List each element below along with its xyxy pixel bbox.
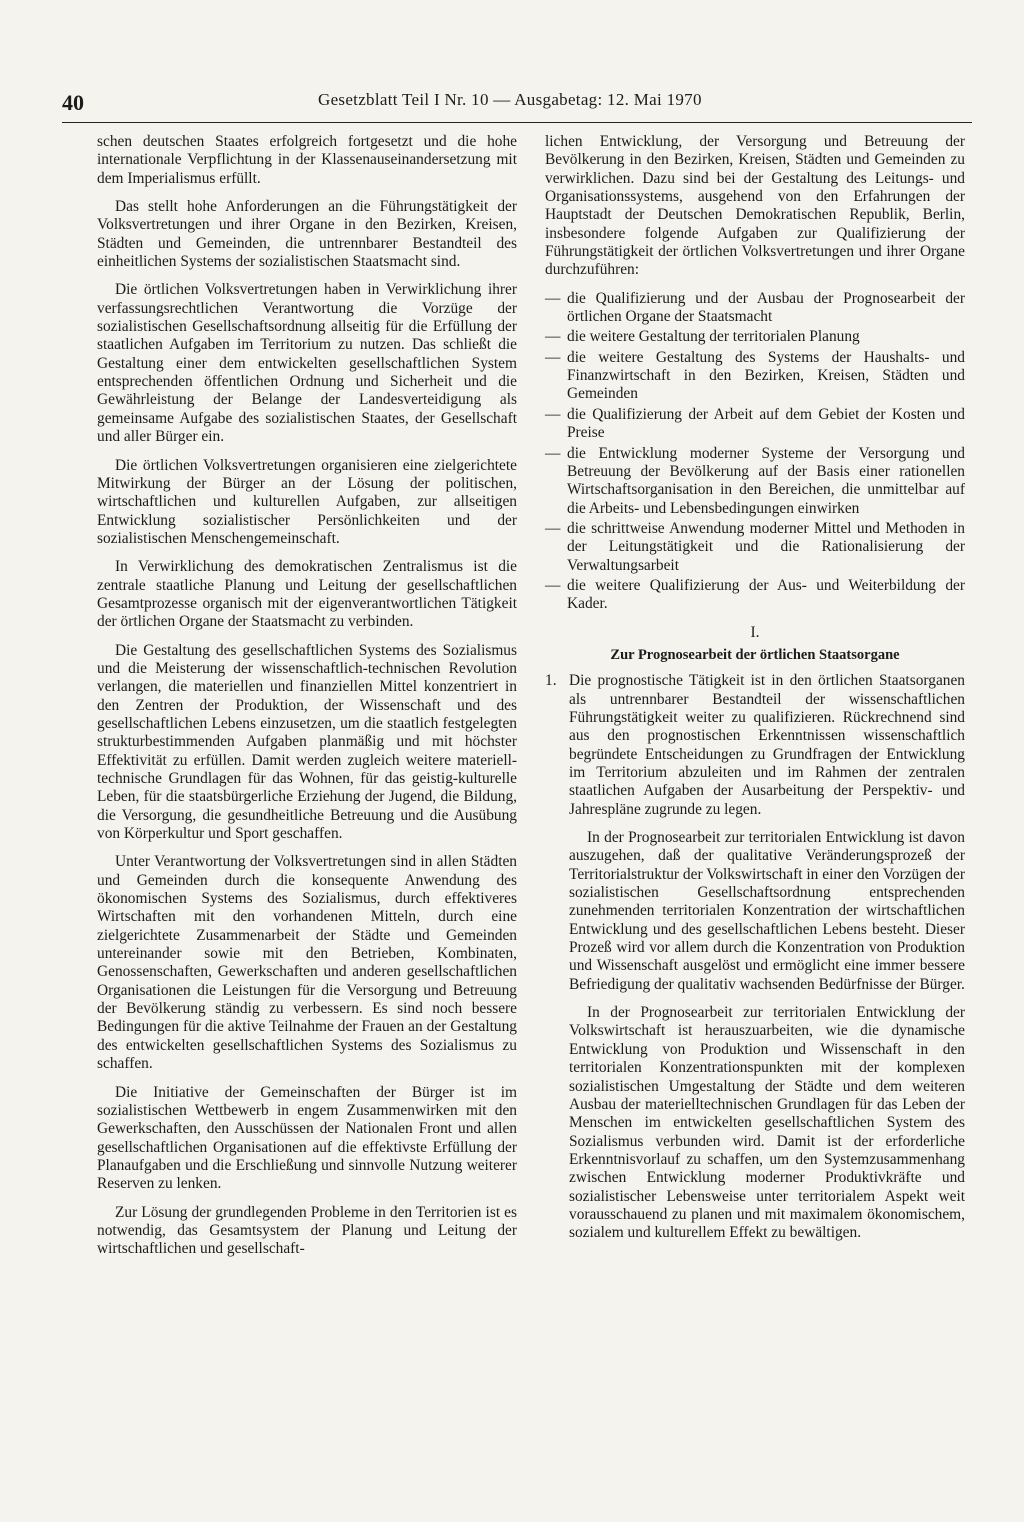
paragraph: Die prognostische Tätigkeit ist in den örtlichen Staatsorganen als untrennbarer Bestandteil der wissenschaftlichen Führungstätigkeit weiter zu qualifizieren. Rückrechnend sind aus den prognostischen Erkenntnissen wissenschaftlich begründete Entscheidungen zu Grundfragen der Entwicklung im Territorium abzuleiten und im Rahmen der zentralen staatlichen Aufgaben der Ausarbeitung der Perspektiv- und Jahrespläne zugrunde zu legen.	[569, 672, 965, 818]
list-item: — die Qualifizierung und der Ausbau der Prognosearbeit der örtlichen Organe der Staatsmacht	[545, 290, 965, 327]
right-column	[545, 133, 965, 1253]
paragraph: In Verwirklichung des demokratischen Zentralismus ist die zentrale staatliche Planung und Leitung der gesellschaftlichen Gesamtprozesse organisch mit der eigenverantwortlichen Tätigkeit der örtlichen Organe der Staatsmacht zu verbinden.	[97, 558, 517, 631]
paragraph: Die Initiative der Gemeinschaften der Bürger ist im sozialistischen Wettbewerb in engem Zusammenwirken mit den Gewerkschaften, den Ausschüssen der Nationalen Front und allen gesellschaftlichen Organisationen auf die effektivste Erfüllung der Planaufgaben und die Erschließung und sinnvolle Nutzung weiterer Reserven zu lenken.	[97, 1083, 517, 1193]
paragraph: Die örtlichen Volksvertretungen organisieren eine zielgerichtete Mitwirkung der Bürger an der Lösung der politischen, wirtschaftlichen und kulturellen Aufgaben, zur allseitigen Entwicklung sozialistischer Persönlichkeiten und der sozialistischen Menschengemeinschaft.	[97, 456, 517, 547]
list-item	[545, 672, 965, 1242]
paragraph: In der Prognosearbeit zur territorialen Entwicklung ist davon auszugehen, daß der qualitative Veränderungsprozeß der Territorialstruktur der Volkswirtschaft in einer den Vorzügen der sozialistischen Gesellschaftsordnung entsprechenden zunehmenden territorialen Konzentration der wirtschaftlichen Entwicklung und des gesellschaftlichen Lebens besteht. Dieser Prozeß wird vor allem durch die Konzentration von Produktion und Wissenschaft ausgelöst und ermöglicht eine immer bessere Befriedigung der qualitativ wachsenden Bedürfnisse der Bürger.	[569, 829, 965, 993]
paragraph: lichen Entwicklung, der Versorgung und Betreuung der Bevölkerung in den Bezirken, Kreisen, Städten und Gemeinden zu verwirklichen. Dazu sind bei der Gestaltung des Leitungs- und Organisationssystems, ausgehend von den Erfahrungen der Hauptstadt der Deutschen Demokratischen Republik, Berlin, insbesondere folgende Aufgaben zur Qualifizierung der Führungstätigkeit der örtlichen Volksvertretungen und ihrer Organe durchzuführen:	[545, 133, 965, 279]
paragraph: Zur Lösung der grundlegenden Probleme in den Territorien ist es notwendig, das Gesamtsystem der Planung und Leitung der wirtschaftlichen und gesellschaft-	[97, 1203, 517, 1258]
task-list	[545, 290, 965, 614]
numbered-list	[545, 672, 965, 1242]
section-heading: Zur Prognosearbeit der örtlichen Staatsorgane	[610, 646, 900, 663]
list-item: — die weitere Gestaltung der territorialen Planung	[545, 328, 965, 346]
list-item: — die Entwicklung moderner Systeme der Versorgung und Betreuung der Bevölkerung auf der Basis einer rationellen Wirtschaftsorganisation in den Bereichen, die unmittelbar auf die Arbeits- und Lebensbedingungen einwirken	[545, 445, 965, 518]
list-item: — die Qualifizierung der Arbeit auf dem Gebiet der Kosten und Preise	[545, 406, 965, 443]
paragraph: Das stellt hohe Anforderungen an die Führungstätigkeit der Volksvertretungen und ihrer Organe in den Bezirken, Kreisen, Städten und Gemeinden, die untrennbarer Bestandteil des einheitlichen Systems der sozialistischen Staatsmacht sind.	[97, 198, 517, 271]
list-item: — die weitere Gestaltung des Systems der Haushalts- und Finanzwirtschaft in den Bezirken, Kreisen, Städten und Gemeinden	[545, 349, 965, 404]
paragraph: Die örtlichen Volksvertretungen haben in Verwirklichung ihrer verfassungsrechtlichen Verantwortung die Vorzüge der sozialistischen Gesellschaftsordnung allseitig für die Erfüllung der staatlichen Aufgaben im Territorium zu nutzen. Das schließt die Gestaltung einer dem entwickelten gesellschaftlichen System entsprechenden öffentlichen Ordnung und Sicherheit und die Gewährleistung der Belange der Landesverteidigung als gemeinsame Aufgabe des sozialistischen Staates, der Gesellschaft und aller Bürger ein.	[97, 281, 517, 446]
paragraph: Die Gestaltung des gesellschaftlichen Systems des Sozialismus und die Meisterung der wissenschaftlich-technischen Revolution verlangen, die materiellen und finanziellen Mittel konzentriert in den Zentren der Produktion, der Wissenschaft und des gesellschaftlichen Lebens einzusetzen, um die staatlich festgelegten strukturbestimmenden Aufgaben planmäßig und mit höchster Effektivität zu erfüllen. Damit werden zugleich weitere materiell-technische Grundlagen für das Wohnen, für das geistig-kulturelle Leben, für die staatsbürgerliche Erziehung der Jugend, die Bildung, die Versorgung, die gesundheitliche Betreuung und die Ausübung von Körperkultur und Sport geschaffen.	[97, 641, 517, 843]
list-item: — die weitere Qualifizierung der Aus- und Weiterbildung der Kader.	[545, 577, 965, 614]
page-number: 40	[62, 90, 84, 115]
left-column	[97, 133, 517, 1269]
list-item: — die schrittweise Anwendung moderner Mittel und Methoden in der Leitungstätigkeit und die Rationalisierung der Verwaltungsarbeit	[545, 520, 965, 575]
paragraph: In der Prognosearbeit zur territorialen Entwicklung der Volkswirtschaft ist herauszuarbeiten, wie die dynamische Entwicklung von Produktion und Wissenschaft in den territorialen Konzentrationspunkten mit der komplexen sozialistischen Umgestaltung der Städte und dem weiteren Ausbau der materielltechnischen Grundlagen für das Leben der Menschen im entwickelten gesellschaftlichen System des Sozialismus verbunden wird. Damit ist der erforderliche Erkenntnisvorlauf zu schaffen, um den Systemzusammenhang zwischen Entwicklung moderner Produktivkräfte und sozialistischer Lebensweise unter territorialem Aspekt weit vorausschauend zu planen und mit maximalem ökonomischem, sozialem und kulturellem Effekt zu bewältigen.	[569, 1004, 965, 1242]
section-numeral: I.	[750, 623, 760, 641]
paragraph: Unter Verantwortung der Volksvertretungen sind in allen Städten und Gemeinden durch die konsequente Anwendung des ökonomischen Systems des Sozialismus, durch effektiveres Wirtschaften mit den vorhandenen Mitteln, durch eine zielgerichtete Zusammenarbeit der Städte und Gemeinden untereinander sowie mit den Betrieben, Kombinaten, Genossenschaften, Gewerkschaften und anderen gesellschaftlichen Organisationen die Leistungen für die Versorgung und Betreuung der Bevölkerung ständig zu verbessern. Es sind noch bessere Bedingungen für die aktive Teilnahme der Frauen an der Gestaltung des entwickelten gesellschaftlichen Systems des Sozialismus zu schaffen.	[97, 853, 517, 1073]
item-number: 1.	[545, 672, 557, 690]
running-head: Gesetzblatt Teil I Nr. 10 — Ausgabetag: 12. Mai 1970	[318, 90, 702, 109]
header-rule	[62, 122, 972, 123]
paragraph: schen deutschen Staates erfolgreich fortgesetzt und die hohe internationale Verpflichtung in der Klassenauseinandersetzung mit dem Imperialismus erfüllt.	[97, 133, 517, 187]
